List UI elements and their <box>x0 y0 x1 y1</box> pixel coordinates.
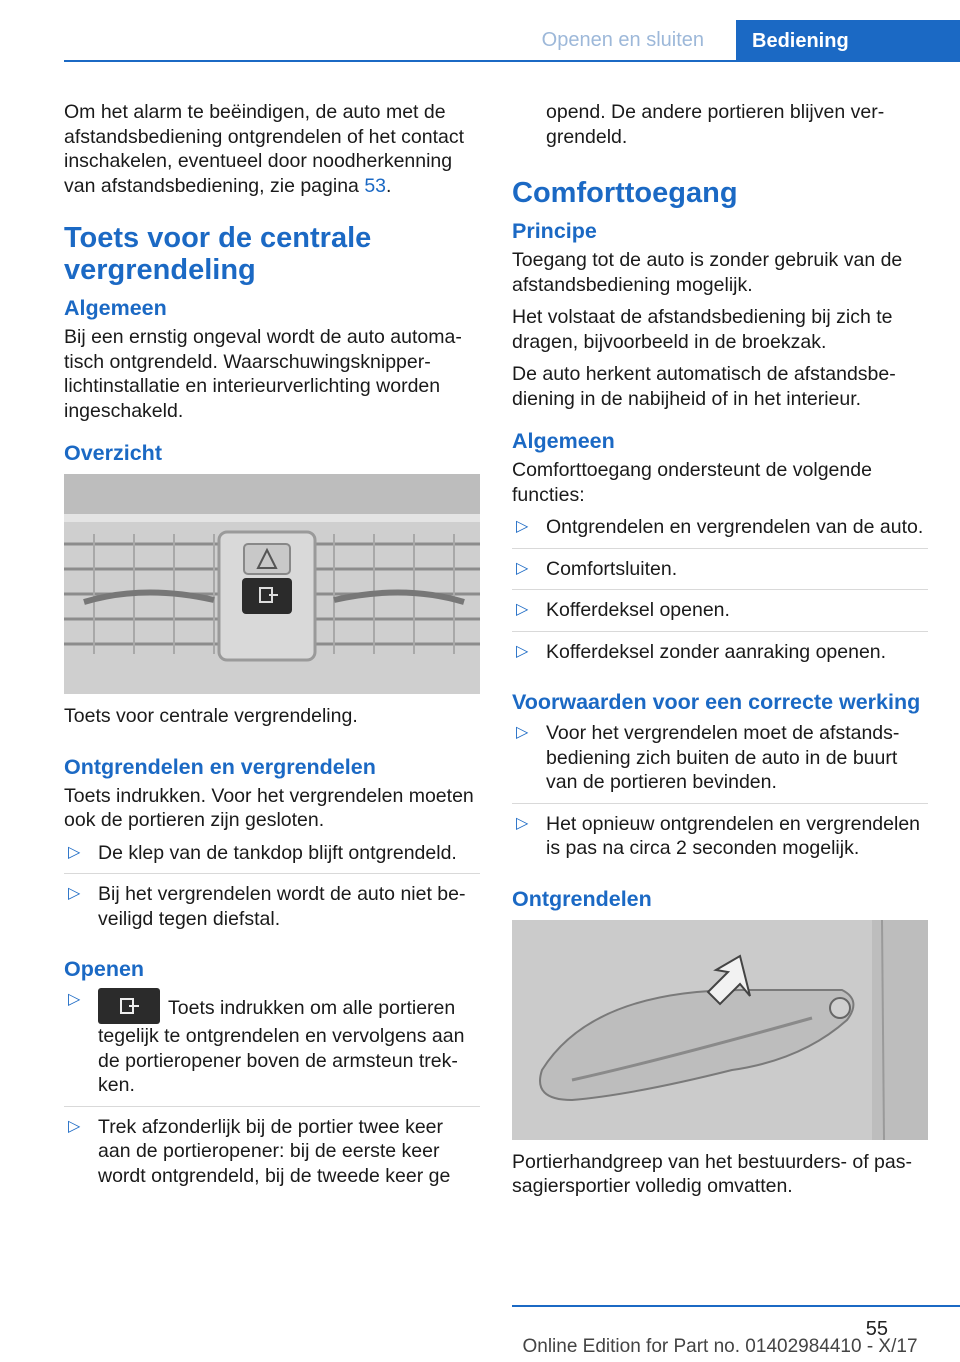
intro-paragraph: Om het alarm te beëindigen, de auto met de afstandsbediening ontgrendelen of het contact inschakelen, eventueel door noodherkenning van afstandsbediening, zie pagina 53. <box>64 101 465 197</box>
triangle-bullet-icon: ▷ <box>516 559 529 577</box>
header-rule <box>64 60 960 62</box>
triangle-bullet-icon: ▷ <box>68 1117 81 1135</box>
ontgrendelen-text: Toets indrukken. Voor het vergrendelen moeten ook de portieren zijn gesloten. <box>64 784 474 831</box>
principe-paragraph-1: Toegang tot de auto is zonder gebruik van de afstandsbediening mogelijk. <box>512 249 903 296</box>
header-section-title: Openen en sluiten <box>541 29 704 51</box>
continuation-paragraph: opend. De andere portieren blijven vergrendeld. <box>546 101 885 148</box>
triangle-bullet-icon: ▷ <box>68 991 81 1008</box>
right-column <box>512 100 928 1199</box>
section-title-comforttoegang: Comforttoegang <box>512 177 738 209</box>
heading-principe: Principe <box>512 219 597 243</box>
page-header <box>0 0 960 62</box>
triangle-bullet-icon: ▷ <box>68 843 81 861</box>
page-link[interactable]: 53 <box>364 174 387 197</box>
edition-footer: Online Edition for Part no. 01402984410 - X/17 <box>522 1336 918 1357</box>
list-item: ▷ Kofferdeksel zonder aanraking openen. <box>516 640 887 663</box>
door-handle-image <box>512 920 928 1140</box>
list-item: ▷ Bij het vergrendelen wordt de auto niet beveiligd tegen diefstal. <box>68 883 466 930</box>
triangle-bullet-icon: ▷ <box>516 601 529 618</box>
list-item: ▷ De klep van de tankdop blijft ontgrendeld. <box>64 841 480 875</box>
ontgrendelen-list <box>64 841 480 940</box>
list-item: ▷ Het opnieuw ontgrendelen en vergrendelen is pas na circa 2 seconden mogelijk. <box>516 812 921 859</box>
central-lock-button-image <box>64 474 480 694</box>
list-item: ▷ Voor het vergrendelen moet de afstandsbediening zich buiten de auto in de buurt van de portieren bevinden. <box>512 721 928 804</box>
openen-list <box>64 988 480 1196</box>
section-title-central-lock: Toets voor de centrale vergrendeling <box>64 222 372 286</box>
footer-rule <box>512 1305 960 1307</box>
principe-paragraph-2: Het volstaat de afstandsbediening bij zich te dragen, bijvoorbeeld in de broekzak. <box>512 306 893 353</box>
heading-ontgrendelen-vergrendelen: Ontgrendelen en vergrendelen <box>64 754 376 779</box>
heading-ontgrendelen-comfort: Ontgrendelen <box>512 886 652 911</box>
page-number: 55 <box>865 1318 888 1340</box>
triangle-bullet-icon: ▷ <box>68 885 81 902</box>
triangle-bullet-icon: ▷ <box>516 518 529 535</box>
list-item: ▷ Toets indrukken om alle portieren tegelijk te ontgrendelen en vervolgens aan de portieropener boven de armsteun trekken. <box>64 988 480 1107</box>
list-item: ▷ Kofferdeksel openen. <box>512 598 928 632</box>
triangle-bullet-icon: ▷ <box>516 724 529 741</box>
functions-list <box>512 515 928 672</box>
list-item: ▷ Trek afzonderlijk bij de portier twee keer aan de portieropener: bij de eerste keer wordt ontgrendeld, bij de tweede keer ge <box>68 1115 451 1187</box>
heading-algemeen-comfort: Algemeen <box>512 429 615 453</box>
figure-caption-central-lock: Toets voor centrale vergrendeling. <box>64 705 358 727</box>
heading-overzicht: Overzicht <box>64 441 162 465</box>
triangle-bullet-icon: ▷ <box>516 642 529 660</box>
unlock-button-icon <box>98 988 160 1024</box>
algemeen-text: Bij een ernstig ongeval wordt de auto automatisch ontgrendeld. Waarschuwingsknipperlichtinstallatie en interieurverlichting worden ingeschakeld. <box>64 326 462 422</box>
heading-openen: Openen <box>64 957 145 981</box>
heading-voorwaarden: Voorwaarden voor een correcte werking <box>512 690 921 714</box>
heading-algemeen: Algemeen <box>64 296 167 320</box>
algemeen-comfort-text: Comforttoegang ondersteunt de volgende functies: <box>512 459 872 506</box>
principe-paragraph-3: De auto herkent automatisch de afstandsbediening in de nabijheid of in het interieur. <box>512 363 896 410</box>
header-chapter-tab: Bediening <box>736 20 960 62</box>
triangle-bullet-icon: ▷ <box>516 814 529 832</box>
list-item: ▷ Ontgrendelen en vergrendelen van de auto. <box>512 515 928 549</box>
left-column <box>64 100 480 1202</box>
list-item: ▷ Comfortsluiten. <box>512 557 928 591</box>
figure-caption-door-handle: Portierhandgreep van het bestuurders- of passagiersportier volledig omvatten. <box>512 1150 912 1197</box>
voorwaarden-list <box>512 721 928 869</box>
